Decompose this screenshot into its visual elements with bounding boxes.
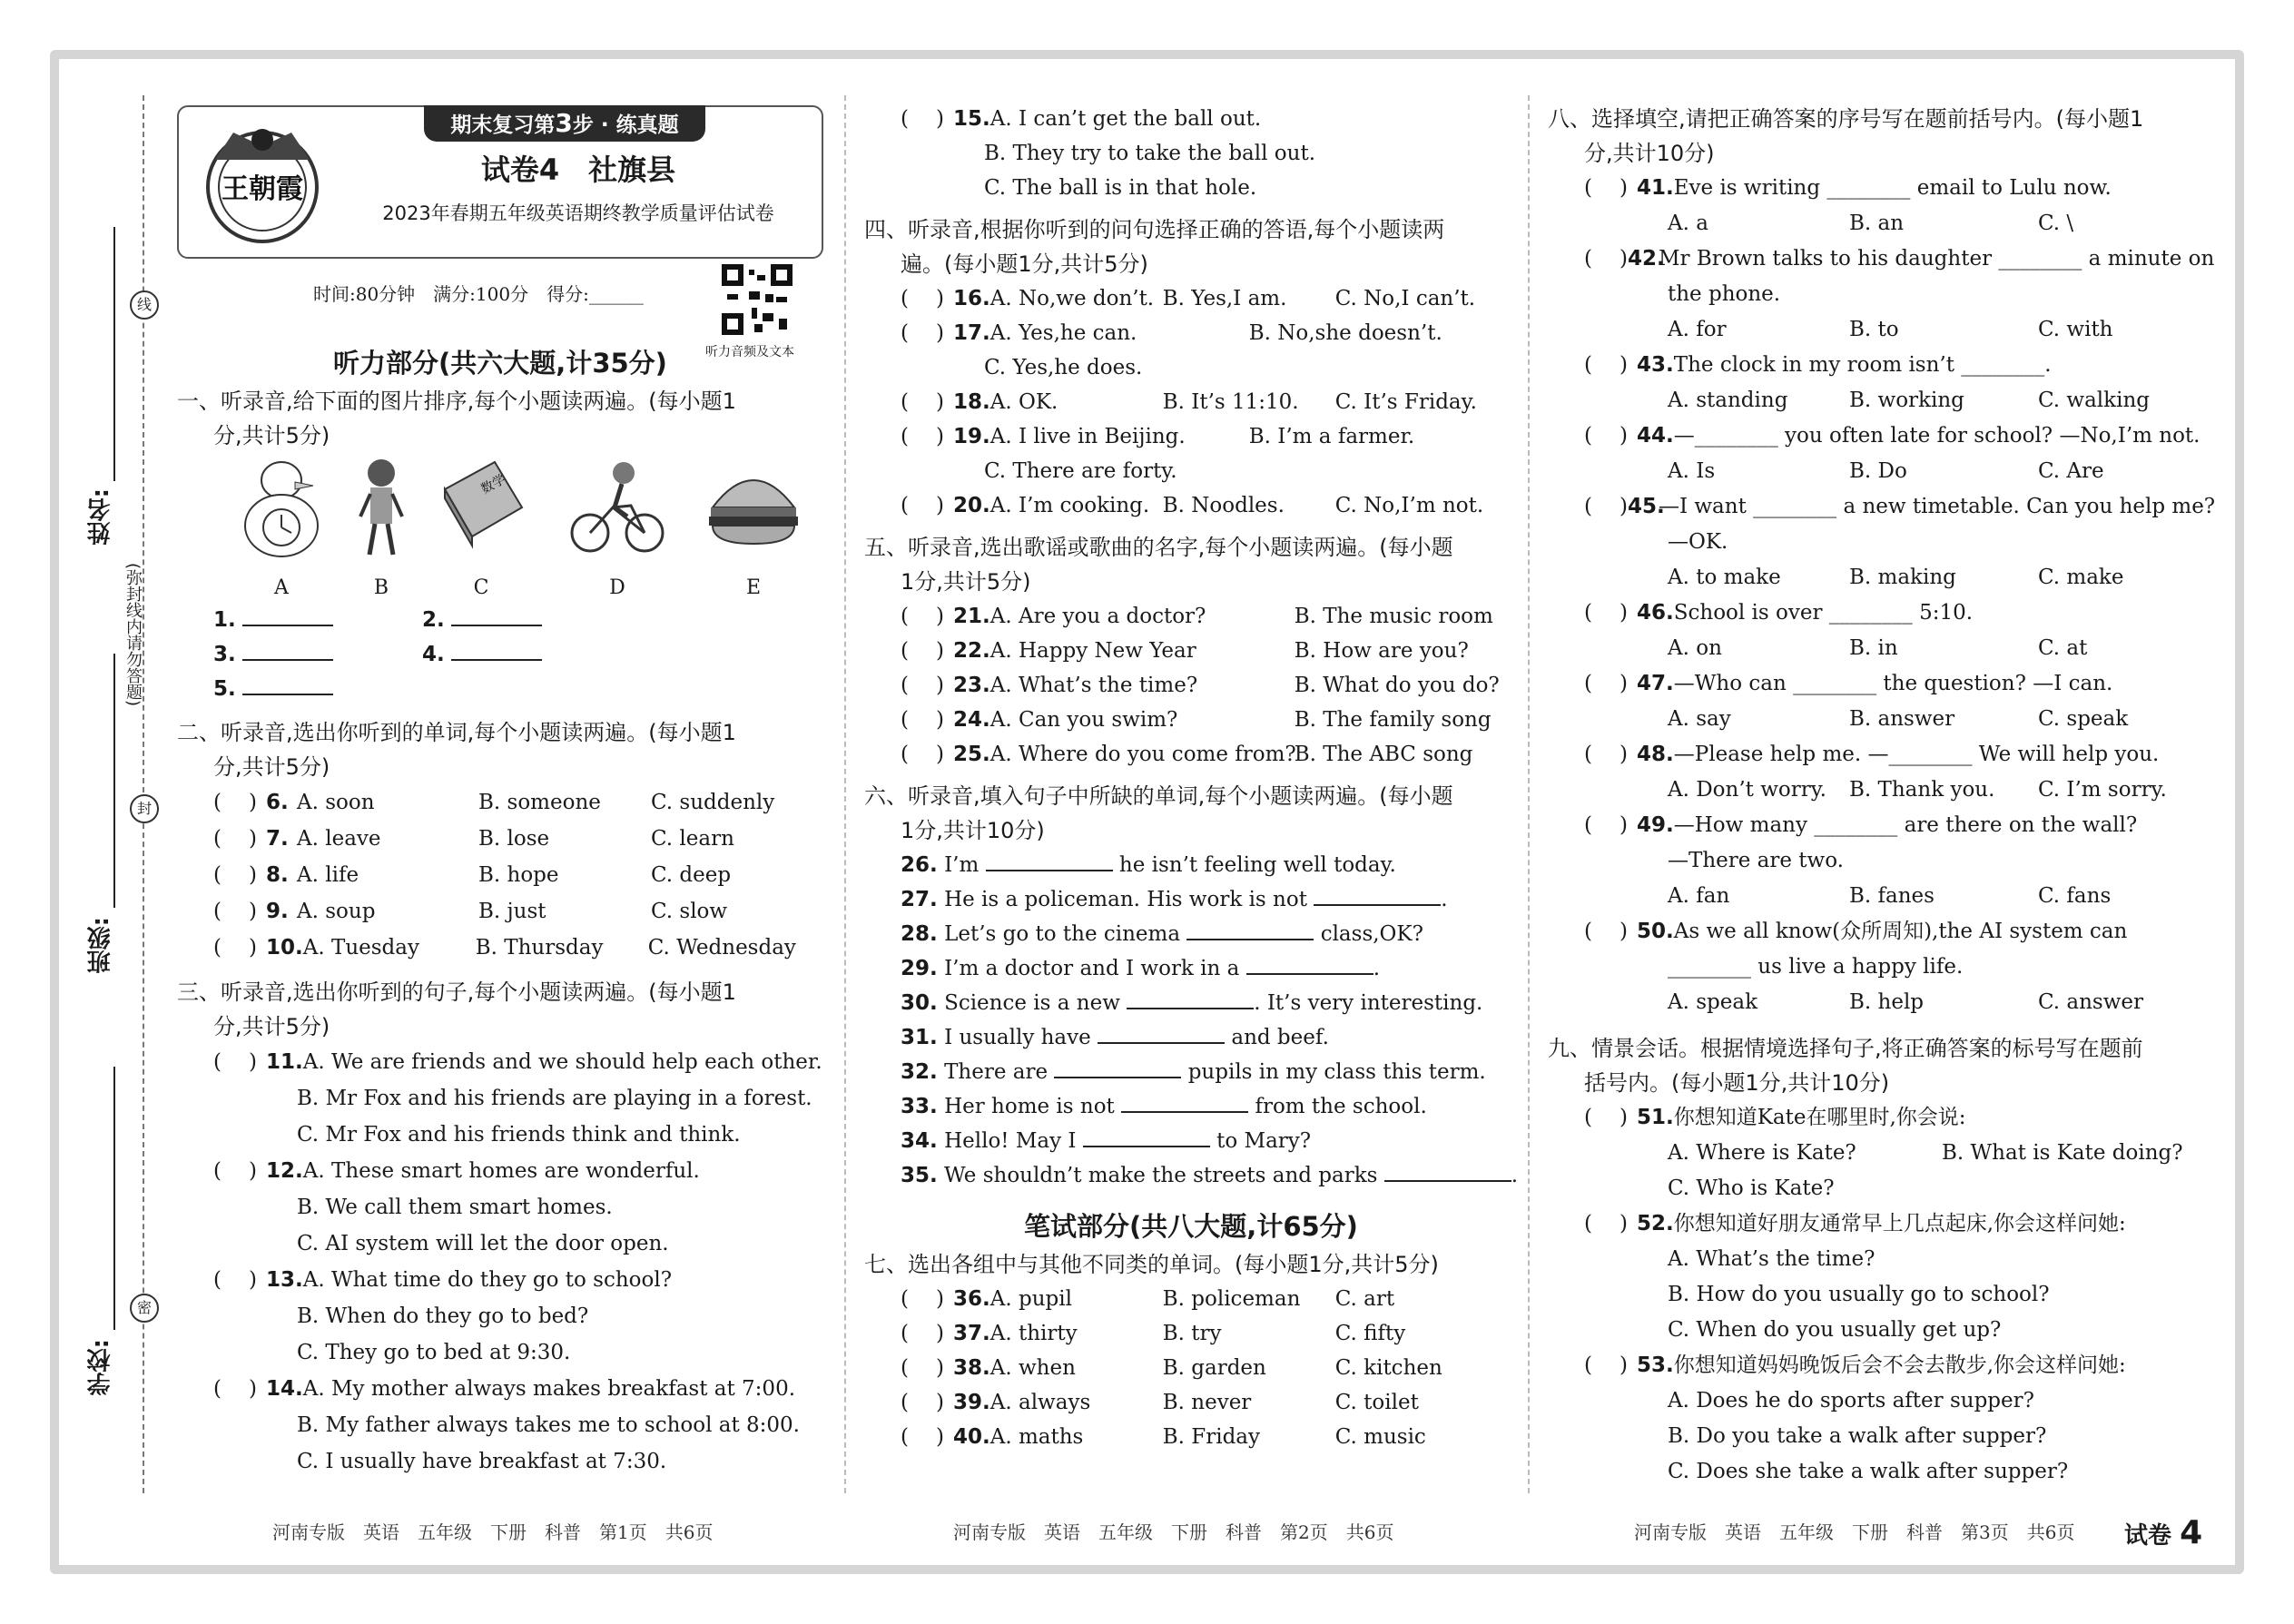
- option-row: A. fan B. fanes C. fans: [1668, 884, 2112, 908]
- option-row: A. for B. to C. with: [1668, 318, 2113, 341]
- fill-blank[interactable]: [1186, 917, 1314, 940]
- answer-bracket[interactable]: [1584, 737, 1637, 773]
- exam-subtitle: 2023年春期五年级英语期终教学质量评估试卷: [382, 202, 774, 224]
- answer-bracket[interactable]: [901, 385, 953, 419]
- option-b: B. Do you take a walk after supper?: [1668, 1424, 2047, 1448]
- pic-label-d: D: [609, 576, 625, 599]
- class-label: 班级:: [87, 917, 114, 974]
- answer-bracket[interactable]: [901, 281, 953, 316]
- answer-bracket[interactable]: [1584, 489, 1628, 525]
- column-1: [177, 53, 823, 1480]
- question-row: ( ) 24. A. Can you swim? B. The family song: [901, 703, 1518, 737]
- fill-blank[interactable]: [1121, 1089, 1248, 1113]
- fill-row: 33. Her home is not from the school.: [901, 1089, 1518, 1124]
- binding-sidebar: [73, 0, 154, 1624]
- option-row: A. a B. an C. \: [1668, 212, 2074, 235]
- fill-row: 28. Let’s go to the cinema class,OK?: [901, 917, 1518, 951]
- question-row: ( ) 22. A. Happy New Year B. How are you?: [901, 634, 1518, 668]
- answer-bracket[interactable]: [901, 316, 953, 350]
- school-blank[interactable]: [113, 1067, 115, 1330]
- answer-bracket[interactable]: [213, 821, 266, 857]
- answer-bracket[interactable]: [901, 1351, 953, 1385]
- section-6-title: 六、听录音,填入句子中所缺的单词,每个小题读两遍。(每小题 1分,共计10分): [864, 783, 1453, 843]
- seal-circle-secret: 密: [130, 1294, 159, 1323]
- name-label: 姓名:: [87, 488, 114, 546]
- option-b: B. We call them smart homes.: [297, 1196, 613, 1219]
- question-row: ( ) 9. A. soup B. just C. slow: [213, 893, 823, 930]
- question-row: ( ) 21. A. Are you a doctor? B. The music room: [901, 599, 1518, 634]
- fill-blank[interactable]: [1384, 1158, 1511, 1182]
- section-4-items: [864, 281, 1518, 523]
- column-divider: [1528, 95, 1530, 1493]
- option-b: B. How do you usually go to school?: [1668, 1283, 2050, 1306]
- boy-on-bicycle-icon: [567, 453, 667, 562]
- question-row: ( ) 23. A. What’s the time? B. What do you do?: [901, 668, 1518, 703]
- option-c: C. The ball is in that hole.: [984, 176, 1257, 200]
- question-continued: —OK.: [1668, 530, 1728, 554]
- question-row: ( ) 43. The clock in my room isn’t ________.: [1584, 348, 2201, 383]
- question-row: ( ) 41. Eve is writing ________ email to Lulu now.: [1584, 171, 2201, 206]
- question-row: ( ) 6. A. soon B. someone C. suddenly: [213, 784, 823, 821]
- seal-circle-line: 线: [130, 290, 159, 320]
- option-b: B. My father always takes me to school at 8:00.: [297, 1413, 800, 1437]
- fill-row: 32. There are pupils in my class this term.: [901, 1055, 1518, 1089]
- hamburger-icon: [704, 453, 803, 562]
- section-6-items: [864, 848, 1518, 1193]
- answer-bracket[interactable]: [901, 102, 953, 136]
- section-5-items: [864, 599, 1518, 772]
- seal-circle-seal: 封: [130, 794, 159, 823]
- question-row: ( ) 15. A. I can’t get the ball out.: [901, 102, 1518, 136]
- order-blanks: [177, 603, 823, 706]
- svg-text:王朝霞: 王朝霞: [222, 173, 303, 205]
- question-row: ( ) 52. 你想知道好朋友通常早上几点起床,你会这样问她:: [1584, 1206, 2201, 1242]
- answer-bracket[interactable]: [901, 599, 953, 634]
- answer-blank[interactable]: 1.: [213, 603, 422, 637]
- answer-bracket[interactable]: [901, 1420, 953, 1454]
- question-row: ( ) 36. A. pupil B. policeman C. art: [901, 1282, 1518, 1316]
- option-row: A. speak B. help C. answer: [1668, 990, 2144, 1014]
- question-row: ( ) 14. A. My mother always makes breakfast at 7:00.: [213, 1371, 823, 1407]
- time-score-line: 时间:80分钟 满分:100分 得分:______: [313, 283, 644, 305]
- column-3: [1548, 53, 2216, 1490]
- pic-label-e: E: [745, 576, 762, 599]
- question-row: ( ) 47. —Who can ________ the question? —I can.: [1584, 666, 2201, 702]
- question-row: ( ) 19. A. I live in Beijing. B. I’m a farmer.: [901, 419, 1518, 454]
- fill-blank[interactable]: [1246, 951, 1373, 975]
- answer-bracket[interactable]: [1584, 171, 1637, 206]
- step-banner: 期末复习第3步 · 练真题: [424, 105, 705, 142]
- option-row: A. on B. in C. at: [1668, 636, 2088, 660]
- question-row: ( ) 38. A. when B. garden C. kitchen: [901, 1351, 1518, 1385]
- answer-bracket[interactable]: [1584, 241, 1628, 277]
- answer-bracket[interactable]: [1584, 1206, 1637, 1242]
- answer-bracket[interactable]: [213, 893, 266, 930]
- answer-bracket[interactable]: [1584, 666, 1637, 702]
- column-2: [864, 53, 1518, 1454]
- option-row: A. standing B. working C. walking: [1668, 389, 2150, 412]
- question-row: ( ) 44. —________ you often late for school? —No,I’m not.: [1584, 418, 2201, 454]
- option-row: A. Don’t worry. B. Thank you. C. I’m sorry.: [1668, 778, 2167, 802]
- option-c: C. There are forty.: [984, 459, 1177, 483]
- answer-bracket[interactable]: [213, 1044, 266, 1080]
- answer-bracket[interactable]: [1584, 595, 1637, 631]
- fill-row: 27. He is a policeman. His work is not .: [901, 882, 1518, 917]
- option-a: A. Does he do sports after supper?: [1668, 1389, 2034, 1412]
- section-9-title: 九、情景会话。根据情境选择句子,将正确答案的标号写在题前 括号内。(每小题1分,共计10分): [1548, 1036, 2143, 1096]
- school-label: 学校:: [87, 1339, 114, 1396]
- question-continued: —There are two.: [1668, 849, 1844, 872]
- pic-label-a: A: [274, 576, 289, 599]
- option-row: A. Is B. Do C. Are: [1668, 459, 2104, 483]
- exam-title: 试卷4 社旗县: [480, 153, 676, 187]
- option-c: C. Who is Kate?: [1668, 1176, 1835, 1200]
- option-c: C. When do you usually get up?: [1668, 1318, 2002, 1342]
- answer-bracket[interactable]: [213, 1371, 266, 1407]
- question-row: ( ) 39. A. always B. never C. toilet: [901, 1385, 1518, 1420]
- option-c: C. Mr Fox and his friends think and think.: [297, 1123, 741, 1147]
- question-row: ( ) 20. A. I’m cooking. B. Noodles. C. No,I’m not.: [901, 488, 1518, 523]
- option-b: B. Mr Fox and his friends are playing in a forest.: [297, 1087, 812, 1110]
- question-row: ( ) 7. A. leave B. lose C. learn: [213, 821, 823, 857]
- fill-blank[interactable]: [986, 848, 1113, 871]
- question-row: ( ) 16. A. No,we don’t. B. Yes,I am. C. No,I can’t.: [901, 281, 1518, 316]
- writing-part-title: 笔试部分(共八大题,计65分): [1024, 1211, 1358, 1242]
- answer-bracket[interactable]: [901, 1282, 953, 1316]
- answer-bracket[interactable]: [213, 1153, 266, 1189]
- page-footer-1: 河南专版 英语 五年级 下册 科普 第1页 共6页: [272, 1521, 714, 1543]
- answer-bracket[interactable]: [213, 930, 266, 966]
- question-row: ( ) 42. Mr Brown talks to his daughter ________ a minute on: [1584, 241, 2201, 277]
- answer-bracket[interactable]: [901, 737, 953, 772]
- question-row: ( ) 11. A. We are friends and we should help each other.: [213, 1044, 823, 1080]
- section-8-items: [1548, 171, 2216, 1020]
- question-row: ( ) 45. —I want ________ a new timetable. Can you help me?: [1584, 489, 2201, 525]
- answer-bracket[interactable]: [1584, 418, 1637, 454]
- option-c: C. Yes,he does.: [984, 356, 1143, 379]
- section-1-title: 一、听录音,给下面的图片排序,每个小题读两遍。(每小题1 分,共计5分): [177, 389, 736, 448]
- qr-code-icon[interactable]: [722, 264, 793, 335]
- section-2-items: [177, 784, 823, 966]
- fill-row: 35. We shouldn’t make the streets and parks .: [901, 1158, 1518, 1193]
- question-row: ( ) 53. 你想知道妈妈晚饭后会不会去散步,你会这样问她:: [1584, 1348, 2201, 1383]
- answer-bracket[interactable]: [213, 1262, 266, 1298]
- question-row: ( ) 13. A. What time do they go to school?: [213, 1262, 823, 1298]
- question-row: ( ) 17. A. Yes,he can. B. No,she doesn’t.: [901, 316, 1518, 350]
- section-3-continued: [864, 102, 1518, 205]
- option-c: C. I usually have breakfast at 7:30.: [297, 1450, 667, 1473]
- question-row: ( ) 10. A. Tuesday B. Thursday C. Wednesday: [213, 930, 823, 966]
- fill-row: 29. I’m a doctor and I work in a .: [901, 951, 1518, 986]
- option-row: A. to make B. making C. make: [1668, 566, 2124, 589]
- fill-blank[interactable]: [1127, 986, 1254, 1009]
- question-continued: the phone.: [1668, 282, 1781, 306]
- question-row: ( ) 46. School is over ________ 5:10.: [1584, 595, 2201, 631]
- fill-row: 31. I usually have and beef.: [901, 1020, 1518, 1055]
- question-row: ( ) 49. —How many ________ are there on the wall?: [1584, 808, 2201, 843]
- option-c: C. AI system will let the door open.: [297, 1232, 669, 1255]
- option-row: A. Where is Kate? B. What is Kate doing?: [1668, 1141, 2183, 1165]
- section-3-items: [177, 1044, 823, 1480]
- answer-blank[interactable]: 2.: [422, 603, 631, 637]
- paper-number-badge: 试卷 4: [2124, 1514, 2203, 1551]
- seal-note: (弥封线内请勿答题): [123, 563, 143, 707]
- svg-text:数学: 数学: [478, 472, 508, 497]
- option-b: B. When do they go to bed?: [297, 1304, 589, 1328]
- question-row: ( ) 8. A. life B. hope C. deep: [213, 857, 823, 893]
- fill-blank[interactable]: [1054, 1055, 1181, 1078]
- answer-bracket[interactable]: [1584, 1348, 1637, 1383]
- question-row: ( ) 25. A. Where do you come from? B. The ABC song: [901, 737, 1518, 772]
- section-5-title: 五、听录音,选出歌谣或歌曲的名字,每个小题读两遍。(每小题 1分,共计5分): [864, 535, 1453, 595]
- class-blank[interactable]: [113, 654, 115, 908]
- question-row: ( ) 48. —Please help me. —________ We will help you.: [1584, 737, 2201, 773]
- page-footer-2: 河南专版 英语 五年级 下册 科普 第2页 共6页: [953, 1521, 1394, 1543]
- answer-blank[interactable]: 5.: [213, 672, 422, 706]
- fill-blank[interactable]: [1098, 1020, 1225, 1044]
- pic-label-b: B: [373, 576, 389, 599]
- section-9-items: [1548, 1100, 2201, 1490]
- answer-blank[interactable]: 3.: [213, 637, 422, 672]
- question-row: ( ) 18. A. OK. B. It’s 11:10. C. It’s Friday.: [901, 385, 1518, 419]
- listening-part-title: 听力部分(共六大题,计35分): [333, 348, 667, 379]
- question-row: ( ) 51. 你想知道Kate在哪里时,你会说:: [1584, 1100, 2201, 1136]
- answer-bracket[interactable]: [1584, 808, 1637, 843]
- answer-bracket[interactable]: [901, 488, 953, 523]
- fill-blank[interactable]: [1083, 1124, 1210, 1147]
- section-7-title: 七、选出各组中与其他不同类的单词。(每小题1分,共计5分): [864, 1252, 1439, 1277]
- section-7-items: [864, 1282, 1518, 1454]
- name-blank[interactable]: [113, 227, 115, 481]
- column-divider: [844, 95, 846, 1493]
- question-row: ( ) 37. A. thirty B. try C. fifty: [901, 1316, 1518, 1351]
- exam-meta: [177, 259, 823, 359]
- section-4-title: 四、听录音,根据你听到的问句选择正确的答语,每个小题读两 遍。(每小题1分,共计5分): [864, 217, 1445, 277]
- answer-bracket[interactable]: [213, 857, 266, 893]
- answer-bracket[interactable]: [1584, 914, 1637, 950]
- question-row: ( ) 50. As we all know(众所周知),the AI system can: [1584, 914, 2201, 950]
- duck-clock-icon: [231, 453, 331, 562]
- section-3-title: 三、听录音,选出你听到的句子,每个小题读两遍。(每小题1 分,共计5分): [177, 979, 736, 1039]
- fill-blank[interactable]: [1314, 882, 1441, 906]
- answer-bracket[interactable]: [901, 1316, 953, 1351]
- option-row: A. say B. answer C. speak: [1668, 707, 2129, 731]
- exam-header: [177, 105, 823, 259]
- answer-bracket[interactable]: [1584, 1100, 1637, 1136]
- fill-row: 26. I’m he isn’t feeling well today.: [901, 848, 1518, 882]
- page-footer-3: 河南专版 英语 五年级 下册 科普 第3页 共6页: [1634, 1521, 2075, 1543]
- answer-bracket[interactable]: [213, 784, 266, 821]
- answer-bracket[interactable]: [901, 419, 953, 454]
- question-row: ( ) 40. A. maths B. Friday C. music: [901, 1420, 1518, 1454]
- answer-bracket[interactable]: [901, 668, 953, 703]
- option-a: A. What’s the time?: [1668, 1247, 1876, 1271]
- pic-label-c: C: [473, 576, 489, 599]
- picture-row: [177, 453, 823, 603]
- section-2-title: 二、听录音,选出你听到的单词,每个小题读两遍。(每小题1 分,共计5分): [177, 720, 736, 780]
- option-c: C. Does she take a walk after supper?: [1668, 1460, 2069, 1483]
- question-continued: ________ us live a happy life.: [1668, 955, 1964, 979]
- answer-bracket[interactable]: [1584, 348, 1637, 383]
- fill-row: 34. Hello! May I to Mary?: [901, 1124, 1518, 1158]
- publisher-logo-icon: [197, 114, 329, 249]
- fill-row: 30. Science is a new . It’s very interesting.: [901, 986, 1518, 1020]
- option-c: C. They go to bed at 9:30.: [297, 1341, 571, 1364]
- answer-bracket[interactable]: [901, 1385, 953, 1420]
- math-book-icon: [431, 453, 531, 562]
- answer-blank[interactable]: 4.: [422, 637, 631, 672]
- girl-icon: [331, 453, 431, 562]
- option-b: B. They try to take the ball out.: [984, 142, 1316, 165]
- qr-caption: 听力音频及文本: [705, 345, 794, 359]
- section-8-title: 八、选择填空,请把正确答案的序号写在题前括号内。(每小题1 分,共计10分): [1548, 106, 2144, 166]
- question-row: ( ) 12. A. These smart homes are wonderful.: [213, 1153, 823, 1189]
- answer-bracket[interactable]: [901, 703, 953, 737]
- answer-bracket[interactable]: [901, 634, 953, 668]
